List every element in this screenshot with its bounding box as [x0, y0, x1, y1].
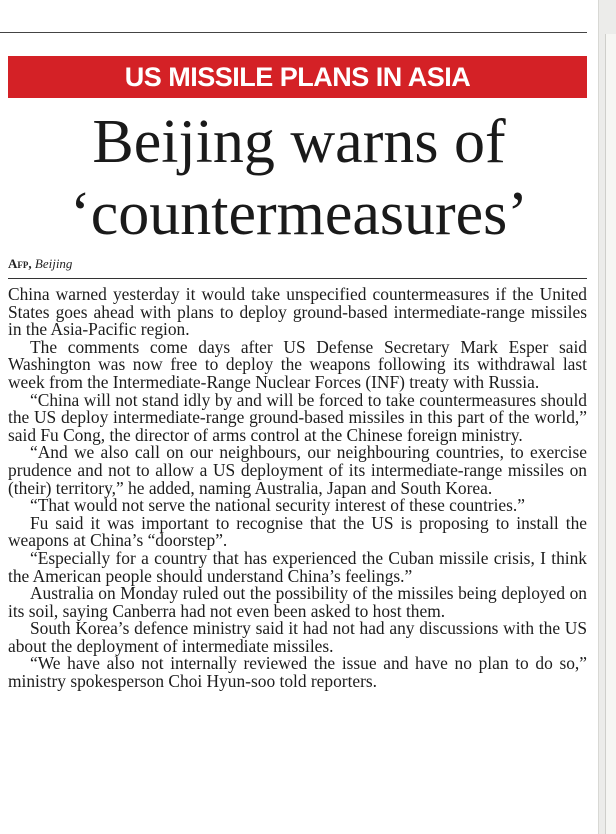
headline-line-1: Beijing warns of: [92, 108, 506, 176]
top-rule: [0, 32, 587, 33]
paragraph: “And we also call on our neighbours, our neighbouring countries, to exercise prudence and not to allow a US deployment of its intermediate-range missiles on (their) territory,” he added, naming Australia, Japan and South Korea.: [8, 442, 587, 498]
paragraph: South Korea’s defence ministry said it had not had any discussions with the US about the deployment of intermediate missiles.: [8, 618, 587, 656]
byline-location: Beijing: [34, 256, 73, 271]
paragraph: “China will not stand idly by and will be forced to take countermeasures should the US deploy intermediate-range ground-based missiles in this part of the world,” said Fu Cong, the director of arms control at the Chinese foreign ministry.: [8, 389, 587, 445]
article-body: [8, 286, 587, 691]
paragraph: Australia on Monday ruled out the possibility of the missiles being deployed on its soil, saying Canberra had not even been asked to host them.: [8, 583, 587, 621]
section-kicker: US MISSILE PLANS IN ASIA: [8, 56, 587, 98]
headline: [0, 106, 598, 250]
paragraph: “We have also not internally reviewed the issue and have no plan to do so,” ministry spokesperson Choi Hyun-soo told reporters.: [8, 653, 587, 692]
paragraph: “That would not serve the national security interest of these countries.”: [30, 495, 525, 516]
headline-line-2: ‘countermeasures’: [70, 180, 528, 248]
byline-rule: [8, 278, 587, 279]
paragraph: China warned yesterday it would take unspecified countermeasures if the United States goes ahead with plans to deploy ground-based intermediate-range missiles in the Asia-Pacific region.: [8, 284, 587, 340]
paragraph: The comments come days after US Defense Secretary Mark Esper said Washington was now free to deploy the weapons following its withdrawal last week from the Intermediate-Range Nuclear Forces (INF) treaty with Russia.: [8, 336, 587, 392]
paragraph: “Especially for a country that has experienced the Cuban missile crisis, I think the American people should understand China’s feelings.”: [8, 547, 587, 586]
byline: [8, 256, 72, 272]
adjacent-column-margin: [605, 34, 616, 834]
paragraph: Fu said it was important to recognise that the US is proposing to install the weapons at China’s “doorstep”.: [8, 512, 587, 551]
adjacent-column-edge: [598, 0, 616, 834]
byline-agency: Afp,: [8, 256, 32, 271]
